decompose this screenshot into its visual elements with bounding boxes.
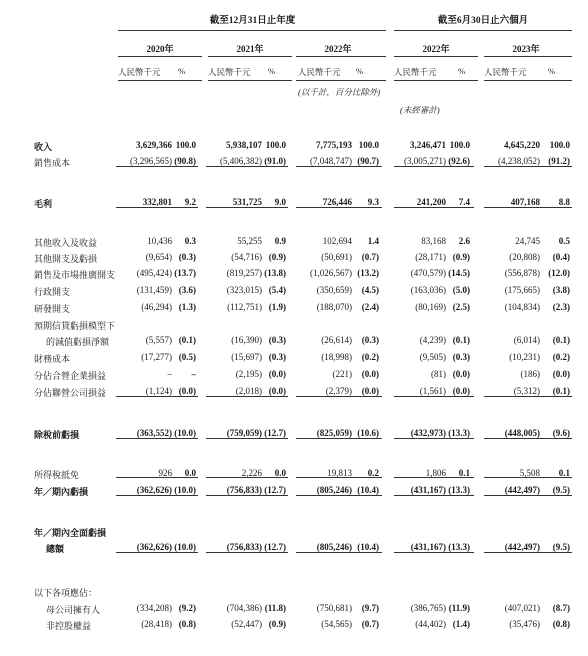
- amount-cell: (431,167): [410, 485, 446, 495]
- amount-cell: (448,005): [504, 428, 540, 438]
- divider-full-year: [118, 30, 386, 31]
- percent-cell: (12.7): [264, 542, 286, 552]
- percent-cell: (0.1): [552, 335, 570, 345]
- amount-cell: 3,246,471: [410, 140, 446, 150]
- percent-cell: (0.8): [178, 619, 196, 629]
- percent-cell: (91.0): [264, 156, 286, 166]
- percent-cell: (0.3): [361, 335, 379, 345]
- unit-underline-2021: [208, 80, 292, 81]
- rule-after-tax: [394, 477, 474, 478]
- rule-after-loss-before-tax: [394, 438, 474, 439]
- row-label: 總額: [46, 544, 65, 554]
- percent-cell: (10.6): [357, 428, 379, 438]
- unit-underline-2023-h1: [484, 80, 572, 81]
- unit-2022-h1: 人民幣千元: [394, 67, 437, 77]
- year-label-2021: 2021年: [236, 44, 264, 54]
- rule-after-associates: [394, 396, 474, 397]
- year-underline-2022-h1: [394, 56, 478, 57]
- percent-cell: (9.5): [552, 485, 570, 495]
- divider-six-months: [394, 30, 572, 31]
- percent-cell: (0.7): [361, 619, 379, 629]
- percent-cell: (12.0): [548, 268, 570, 278]
- amount-cell: 102,694: [322, 236, 352, 246]
- year-label-2023-h1: 2023年: [512, 44, 540, 54]
- rule-after-cost: [484, 166, 572, 167]
- amount-cell: (52,447): [231, 619, 262, 629]
- rule-after-total-comprehensive: [116, 552, 198, 553]
- percent-cell: 9.0: [274, 197, 286, 207]
- percent-cell: (5.4): [268, 285, 286, 295]
- amount-cell: 1,806: [425, 468, 446, 478]
- percent-cell: (2.3): [552, 302, 570, 312]
- rule-after-loss-before-tax: [484, 438, 572, 439]
- percent-cell: (0.3): [452, 352, 470, 362]
- amount-cell: (221): [332, 369, 352, 379]
- amount-cell: (334,208): [136, 603, 172, 613]
- amount-cell: (54,716): [231, 252, 262, 262]
- row-label: 除稅前虧損: [34, 430, 80, 440]
- percent-cell: –: [191, 369, 196, 379]
- percent-cell: (0.5): [178, 352, 196, 362]
- amount-cell: (362,626): [136, 542, 172, 552]
- pct-2021: %: [268, 66, 276, 76]
- percent-cell: (14.5): [448, 268, 470, 278]
- percent-cell: (10.0): [174, 428, 196, 438]
- percent-cell: (2.5): [452, 302, 470, 312]
- rule-after-gross-profit: [394, 207, 474, 208]
- rule-after-tax: [484, 477, 572, 478]
- year-label-2022-h1: 2022年: [422, 44, 450, 54]
- amount-cell: (386,765): [410, 603, 446, 613]
- rule-after-cost: [394, 166, 474, 167]
- rule-after-tax: [296, 477, 382, 478]
- amount-cell: (431,167): [410, 542, 446, 552]
- unit-2021: 人民幣千元: [208, 67, 251, 77]
- amount-cell: –: [167, 369, 172, 379]
- percent-cell: (0.3): [268, 352, 286, 362]
- percent-cell: (1.3): [178, 302, 196, 312]
- amount-cell: (756,833): [226, 542, 262, 552]
- amount-cell: (186): [520, 369, 540, 379]
- amount-cell: (4,238,052): [498, 156, 540, 166]
- amount-cell: (9,505): [419, 352, 446, 362]
- amount-cell: (131,459): [136, 285, 172, 295]
- amount-cell: 5,938,107: [226, 140, 262, 150]
- percent-cell: (12.7): [264, 485, 286, 495]
- percent-cell: (2.4): [361, 302, 379, 312]
- rule-after-gross-profit: [296, 207, 382, 208]
- year-underline-2021: [208, 56, 292, 57]
- percent-cell: (1.9): [268, 302, 286, 312]
- amount-cell: 726,446: [322, 197, 352, 207]
- percent-cell: 2.6: [458, 236, 470, 246]
- percent-cell: (0.3): [268, 335, 286, 345]
- percent-cell: 0.5: [558, 236, 570, 246]
- amount-cell: (28,171): [415, 252, 446, 262]
- row-label: 毛利: [34, 199, 53, 209]
- year-underline-2020: [118, 56, 202, 57]
- rule-after-associates: [484, 396, 572, 397]
- percent-cell: 100.0: [175, 140, 196, 150]
- percent-cell: (0.0): [178, 386, 196, 396]
- percent-cell: (10.0): [174, 542, 196, 552]
- amount-cell: (432,973): [410, 428, 446, 438]
- note-thousands: (以千計，百分比除外): [298, 87, 381, 97]
- row-label: 其他收入及收益: [34, 238, 98, 248]
- percent-cell: (0.7): [361, 252, 379, 262]
- percent-cell: (90.8): [174, 156, 196, 166]
- amount-cell: (26,614): [321, 335, 352, 345]
- percent-cell: (0.0): [361, 386, 379, 396]
- pct-2020: %: [178, 66, 186, 76]
- percent-cell: (0.0): [268, 369, 286, 379]
- amount-cell: (759,059): [226, 428, 262, 438]
- unit-underline-2020: [118, 80, 202, 81]
- amount-cell: (1,124): [145, 386, 172, 396]
- amount-cell: (5,406,382): [220, 156, 262, 166]
- amount-cell: 55,255: [237, 236, 262, 246]
- percent-cell: (10.4): [357, 485, 379, 495]
- percent-cell: (5.0): [452, 285, 470, 295]
- rule-after-loss-before-tax: [206, 438, 288, 439]
- amount-cell: (28,418): [141, 619, 172, 629]
- rule-after-total-comprehensive: [296, 552, 382, 553]
- year-underline-2023-h1: [484, 56, 572, 57]
- percent-cell: (9.7): [361, 603, 379, 613]
- rule-after-gross-profit: [484, 207, 572, 208]
- amount-cell: (35,476): [509, 619, 540, 629]
- amount-cell: 7,775,193: [316, 140, 352, 150]
- percent-cell: (11.9): [448, 603, 470, 613]
- percent-cell: (0.2): [552, 352, 570, 362]
- row-label: 的減值虧損淨額: [46, 337, 110, 347]
- amount-cell: (104,834): [504, 302, 540, 312]
- percent-cell: 100.0: [549, 140, 570, 150]
- percent-cell: 1.4: [367, 236, 379, 246]
- percent-cell: (0.0): [268, 386, 286, 396]
- amount-cell: (1,026,567): [310, 268, 352, 278]
- amount-cell: (805,246): [316, 485, 352, 495]
- percent-cell: (10.0): [174, 485, 196, 495]
- row-label: 母公司擁有人: [46, 605, 101, 615]
- percent-cell: (3.8): [552, 285, 570, 295]
- percent-cell: (13.7): [174, 268, 196, 278]
- percent-cell: (9.5): [552, 542, 570, 552]
- amount-cell: (5,557): [145, 335, 172, 345]
- amount-cell: (819,257): [226, 268, 262, 278]
- amount-cell: (188,070): [316, 302, 352, 312]
- amount-cell: 407,168: [510, 197, 540, 207]
- amount-cell: 926: [158, 468, 172, 478]
- amount-cell: (5,312): [513, 386, 540, 396]
- percent-cell: (9.6): [552, 428, 570, 438]
- amount-cell: (2,379): [325, 386, 352, 396]
- amount-cell: (15,697): [231, 352, 262, 362]
- percent-cell: (3.6): [178, 285, 196, 295]
- rule-after-associates: [206, 396, 288, 397]
- unit-2023-h1: 人民幣千元: [484, 67, 527, 77]
- percent-cell: (0.1): [552, 386, 570, 396]
- amount-cell: (2,018): [235, 386, 262, 396]
- rule-after-loss-period: [116, 495, 198, 496]
- row-label: 非控股權益: [46, 621, 92, 631]
- amount-cell: (9,654): [145, 252, 172, 262]
- percent-cell: 0.2: [367, 468, 379, 478]
- row-label: 分佔聯營公司損益: [34, 388, 107, 398]
- row-label: 年／期內全面虧損: [34, 528, 107, 538]
- amount-cell: 83,168: [421, 236, 446, 246]
- amount-cell: (350,659): [316, 285, 352, 295]
- amount-cell: (442,497): [504, 542, 540, 552]
- amount-cell: 531,725: [232, 197, 262, 207]
- amount-cell: (46,294): [141, 302, 172, 312]
- percent-cell: (0.9): [452, 252, 470, 262]
- year-label-2022: 2022年: [324, 44, 352, 54]
- percent-cell: (13.8): [264, 268, 286, 278]
- rule-after-loss-period: [394, 495, 474, 496]
- rule-after-gross-profit: [116, 207, 198, 208]
- percent-cell: 7.4: [458, 197, 470, 207]
- rule-after-cost: [296, 166, 382, 167]
- percent-cell: (0.0): [452, 386, 470, 396]
- amount-cell: 19,813: [327, 468, 352, 478]
- amount-cell: (323,015): [226, 285, 262, 295]
- pct-2023-h1: %: [548, 66, 556, 76]
- percent-cell: 100.0: [449, 140, 470, 150]
- percent-cell: (90.7): [357, 156, 379, 166]
- percent-cell: (0.0): [452, 369, 470, 379]
- percent-cell: (13.3): [448, 485, 470, 495]
- rule-after-associates: [116, 396, 198, 397]
- percent-cell: (12.7): [264, 428, 286, 438]
- amount-cell: (362,626): [136, 485, 172, 495]
- rule-after-gross-profit: [206, 207, 288, 208]
- percent-cell: 0.9: [274, 236, 286, 246]
- amount-cell: (112,751): [227, 302, 262, 312]
- percent-cell: (8.7): [552, 603, 570, 613]
- row-label: 所得稅抵免: [34, 470, 80, 480]
- percent-cell: (0.0): [552, 369, 570, 379]
- amount-cell: (163,036): [410, 285, 446, 295]
- percent-cell: (0.0): [361, 369, 379, 379]
- amount-cell: (825,059): [316, 428, 352, 438]
- rule-after-total-comprehensive: [484, 552, 572, 553]
- percent-cell: (0.9): [268, 619, 286, 629]
- year-underline-2022: [296, 56, 386, 57]
- amount-cell: (17,277): [141, 352, 172, 362]
- rule-after-total-comprehensive: [206, 552, 288, 553]
- percent-cell: 0.1: [458, 468, 470, 478]
- amount-cell: (4,239): [419, 335, 446, 345]
- rule-after-total-comprehensive: [394, 552, 474, 553]
- percent-cell: (91.2): [548, 156, 570, 166]
- row-label: 財務成本: [34, 354, 71, 364]
- row-label: 研發開支: [34, 304, 71, 314]
- header-full-year: 截至12月31日止年度: [209, 16, 296, 26]
- unit-2020: 人民幣千元: [118, 67, 161, 77]
- amount-cell: (704,386): [226, 603, 262, 613]
- unit-underline-2022: [296, 80, 386, 81]
- rule-after-tax: [116, 477, 198, 478]
- amount-cell: 332,801: [142, 197, 172, 207]
- amount-cell: (363,552): [136, 428, 172, 438]
- unit-2022: 人民幣千元: [298, 67, 341, 77]
- amount-cell: (7,048,747): [310, 156, 352, 166]
- percent-cell: (0.4): [552, 252, 570, 262]
- row-label: 銷售及市場推廣開支: [34, 270, 116, 280]
- amount-cell: (50,691): [321, 252, 352, 262]
- rule-after-tax: [206, 477, 288, 478]
- row-label: 收入: [34, 142, 53, 152]
- amount-cell: (3,005,271): [404, 156, 446, 166]
- amount-cell: (81): [431, 369, 446, 379]
- percent-cell: 0.0: [274, 468, 286, 478]
- amount-cell: 241,200: [416, 197, 446, 207]
- percent-cell: (92.6): [448, 156, 470, 166]
- percent-cell: 8.8: [558, 197, 570, 207]
- percent-cell: (0.1): [452, 335, 470, 345]
- row-label: 年／期內虧損: [34, 487, 89, 497]
- amount-cell: (44,402): [415, 619, 446, 629]
- row-label: 以下各項應佔：: [34, 588, 98, 598]
- amount-cell: (20,808): [509, 252, 540, 262]
- percent-cell: (13.3): [448, 428, 470, 438]
- amount-cell: 3,629,366: [136, 140, 172, 150]
- rule-after-loss-period: [296, 495, 382, 496]
- row-label: 預期信貸虧損模型下: [34, 321, 116, 331]
- amount-cell: 4,645,220: [504, 140, 540, 150]
- percent-cell: (0.8): [552, 619, 570, 629]
- amount-cell: (10,231): [509, 352, 540, 362]
- amount-cell: (407,021): [504, 603, 540, 613]
- amount-cell: (442,497): [504, 485, 540, 495]
- percent-cell: (11.8): [264, 603, 286, 613]
- amount-cell: (495,424): [136, 268, 172, 278]
- percent-cell: (0.1): [178, 335, 196, 345]
- row-label: 分佔合營企業損益: [34, 371, 107, 381]
- percent-cell: 0.0: [184, 468, 196, 478]
- row-label: 其他開支及虧損: [34, 254, 98, 264]
- amount-cell: 2,226: [241, 468, 262, 478]
- row-label: 銷售成本: [34, 158, 71, 168]
- percent-cell: (0.9): [268, 252, 286, 262]
- percent-cell: 9.2: [184, 197, 196, 207]
- rule-after-loss-before-tax: [116, 438, 198, 439]
- amount-cell: (3,296,565): [130, 156, 172, 166]
- amount-cell: (750,681): [316, 603, 352, 613]
- rule-after-cost: [116, 166, 198, 167]
- amount-cell: 5,508: [519, 468, 540, 478]
- percent-cell: (13.2): [357, 268, 379, 278]
- percent-cell: (4.5): [361, 285, 379, 295]
- unit-underline-2022-h1: [394, 80, 478, 81]
- percent-cell: 0.1: [558, 468, 570, 478]
- rule-after-cost: [206, 166, 288, 167]
- header-six-months: 截至6月30日止六個月: [437, 16, 529, 26]
- percent-cell: (0.3): [178, 252, 196, 262]
- amount-cell: (756,833): [226, 485, 262, 495]
- pct-2022-h1: %: [458, 66, 466, 76]
- amount-cell: (2,195): [235, 369, 262, 379]
- year-label-2020: 2020年: [146, 44, 174, 54]
- percent-cell: (13.3): [448, 542, 470, 552]
- amount-cell: (16,390): [231, 335, 262, 345]
- amount-cell: (175,665): [504, 285, 540, 295]
- rule-after-loss-before-tax: [296, 438, 382, 439]
- percent-cell: (9.2): [178, 603, 196, 613]
- percent-cell: (10.4): [357, 542, 379, 552]
- percent-cell: 100.0: [265, 140, 286, 150]
- note-unaudited: (未經審計): [400, 105, 440, 115]
- amount-cell: (54,565): [321, 619, 352, 629]
- rule-after-loss-period: [484, 495, 572, 496]
- amount-cell: (1,561): [419, 386, 446, 396]
- percent-cell: 100.0: [358, 140, 379, 150]
- row-label: 行政開支: [34, 287, 71, 297]
- rule-after-loss-period: [206, 495, 288, 496]
- amount-cell: (470,579): [410, 268, 446, 278]
- rule-after-associates: [296, 396, 382, 397]
- amount-cell: (6,014): [513, 335, 540, 345]
- percent-cell: (0.2): [361, 352, 379, 362]
- percent-cell: 9.3: [367, 197, 379, 207]
- percent-cell: (1.4): [452, 619, 470, 629]
- amount-cell: (80,169): [415, 302, 446, 312]
- percent-cell: 0.3: [184, 236, 196, 246]
- amount-cell: (805,246): [316, 542, 352, 552]
- amount-cell: 10,436: [147, 236, 172, 246]
- amount-cell: 24,745: [515, 236, 540, 246]
- amount-cell: (556,878): [504, 268, 540, 278]
- amount-cell: (18,998): [321, 352, 352, 362]
- pct-2022: %: [356, 66, 364, 76]
